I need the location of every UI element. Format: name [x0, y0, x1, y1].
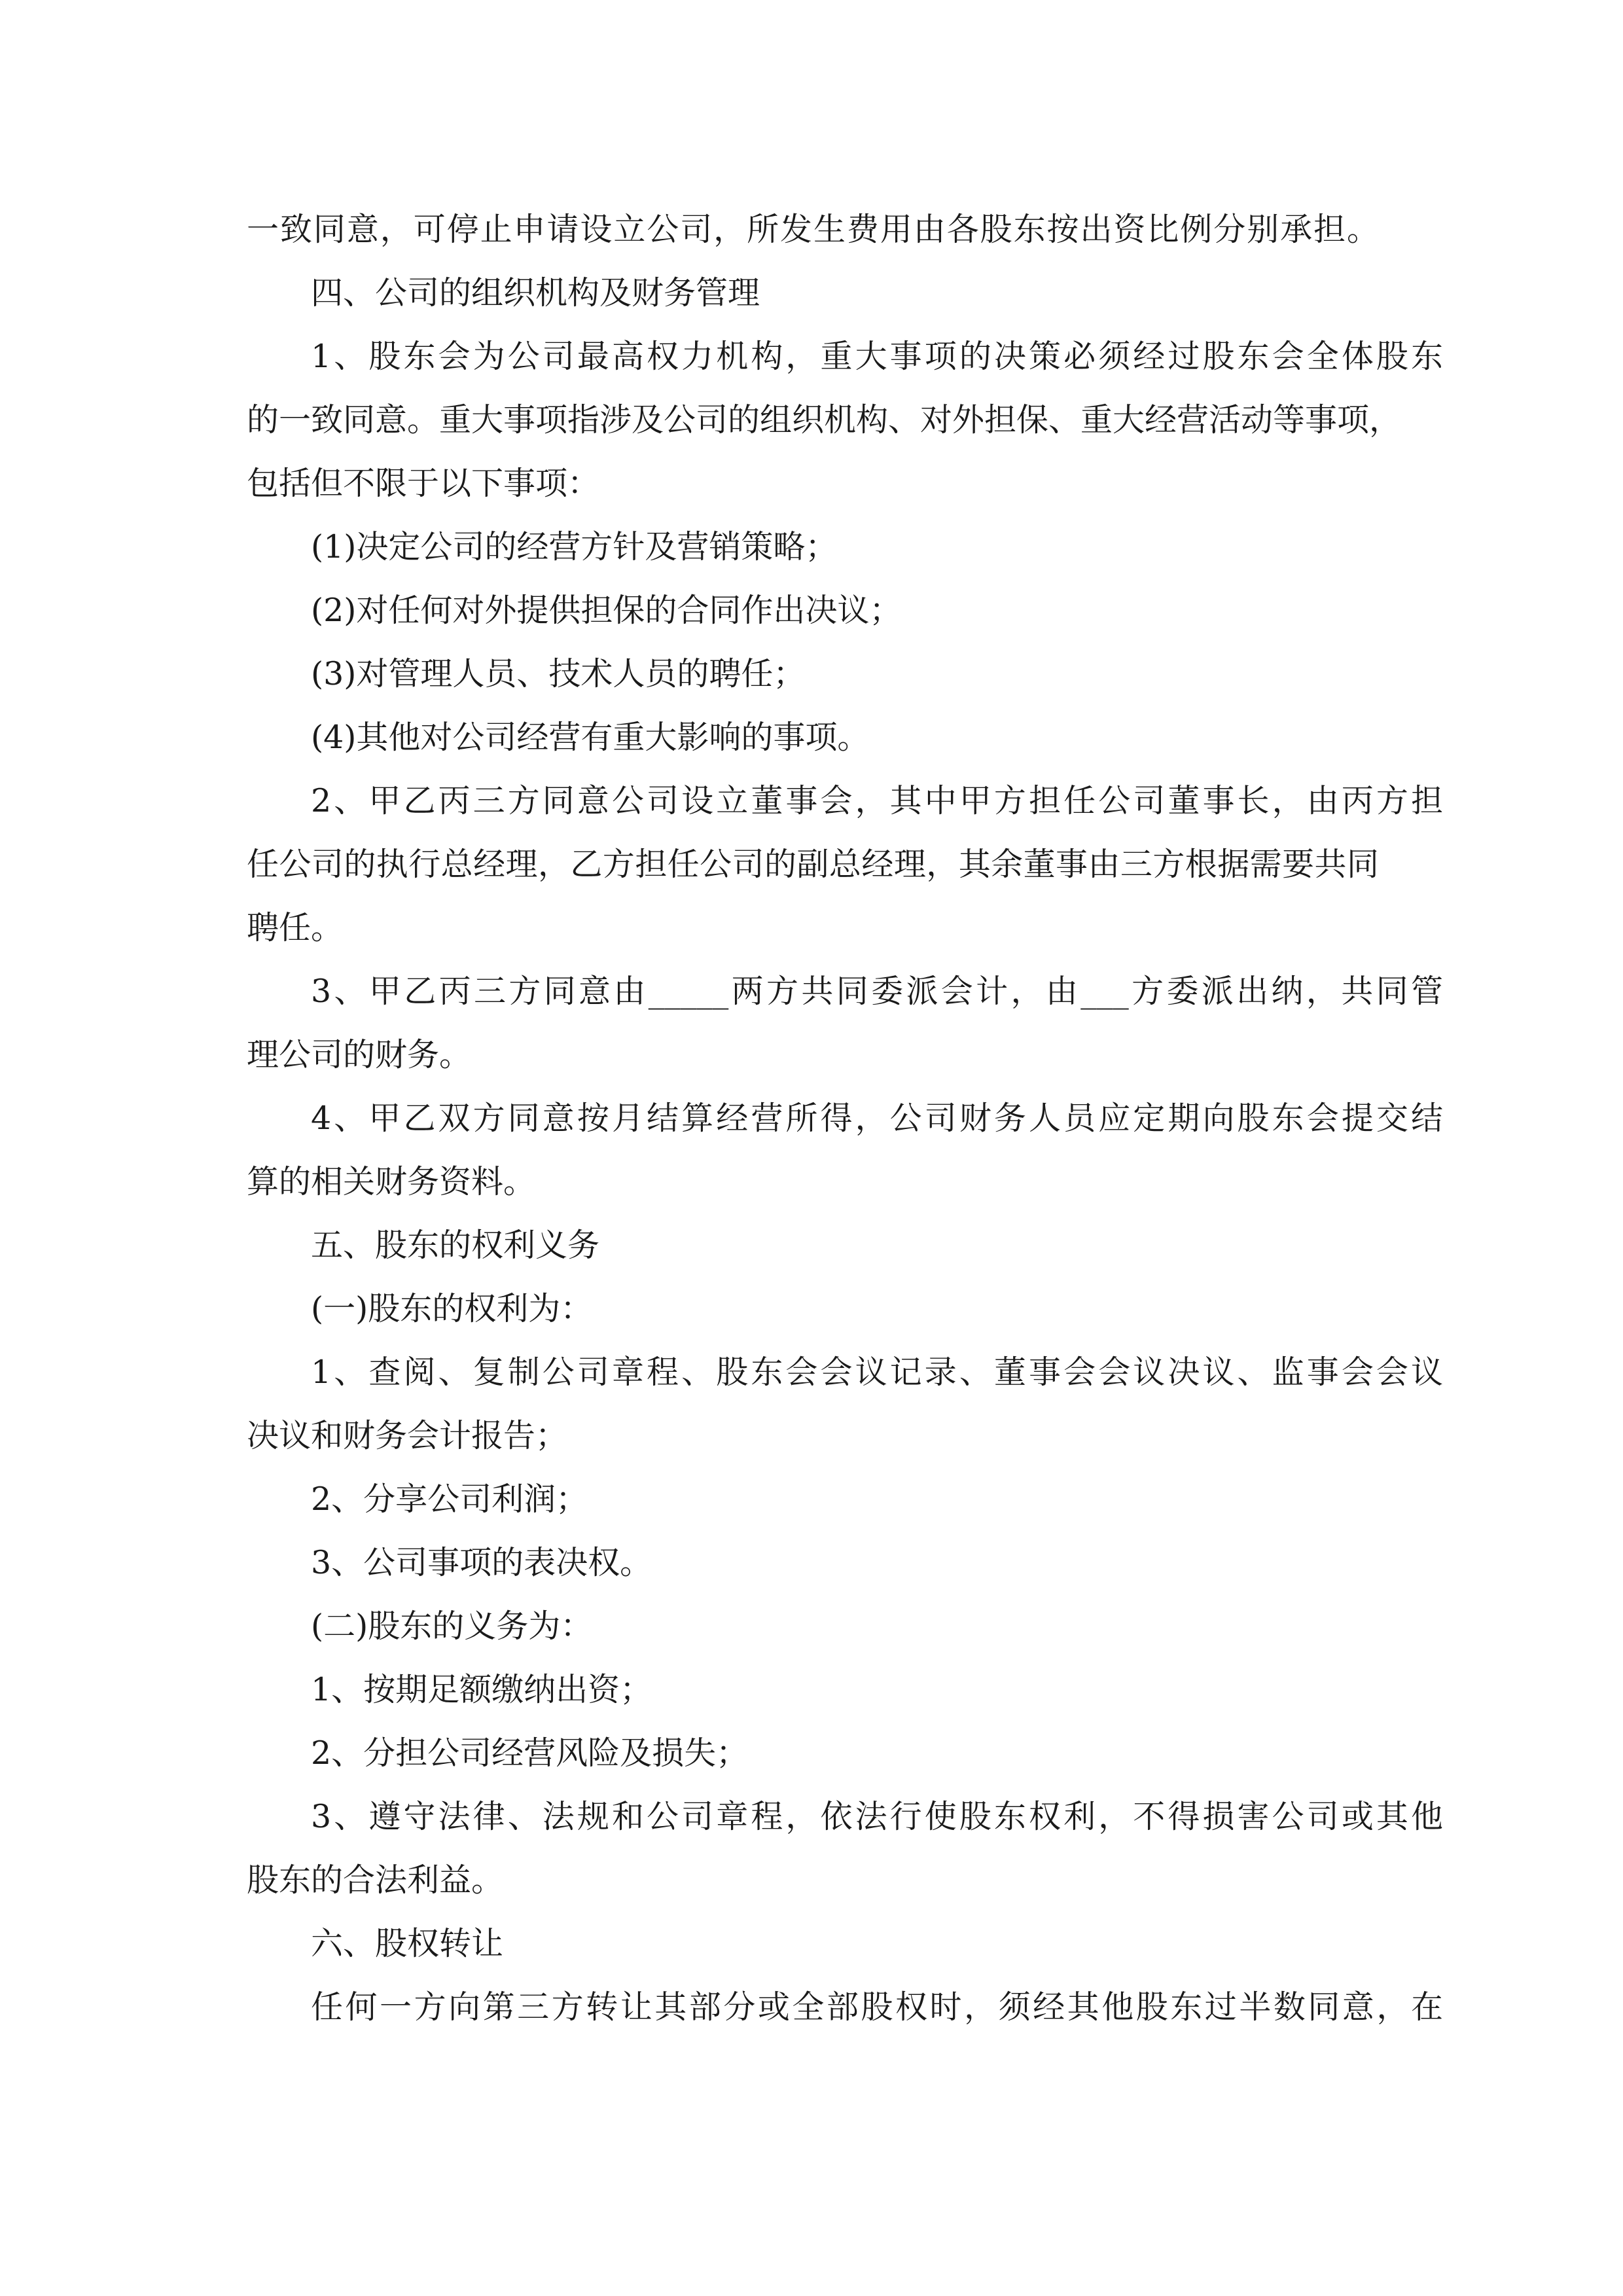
- text-line: 4、甲乙双方同意按月结算经营所得，公司财务人员应定期向股东会提交结: [311, 1100, 1443, 1137]
- text-line: 任公司的执行总经理，乙方担任公司的副总经理，其余董事由三方根据需要共同: [247, 846, 1379, 883]
- text-line: 3、甲乙丙三方同意由_____两方共同委派会计，由___方委派出纳，共同管: [311, 973, 1443, 1010]
- text-line: 的一致同意。重大事项指涉及公司的组织机构、对外担保、重大经营活动等事项，: [247, 401, 1402, 439]
- text-line: 决议和财务会计报告；: [247, 1417, 568, 1454]
- list-item: 3、遵守法律、法规和公司章程，依法行使股东权利，不得损害公司或其他: [311, 1798, 1443, 1835]
- text-line: 算的相关财务资料。: [247, 1163, 536, 1200]
- subsection-heading: (一)股东的权利为：: [311, 1290, 593, 1327]
- text-line: 一致同意，可停止申请设立公司，所发生费用由各股东按出资比例分别承担。: [247, 211, 1379, 248]
- section-heading: 六、股权转让: [311, 1925, 504, 1962]
- subsection-heading: (二)股东的义务为：: [311, 1607, 593, 1645]
- text-line: 理公司的财务。: [247, 1036, 472, 1073]
- list-item: (4)其他对公司经营有重大影响的事项。: [311, 719, 870, 756]
- list-item: 1、按期足额缴纳出资；: [311, 1671, 652, 1708]
- text-line: 包括但不限于以下事项：: [247, 465, 600, 502]
- list-item: 2、分享公司利润；: [311, 1480, 588, 1518]
- list-item: 2、分担公司经营风险及损失；: [311, 1734, 749, 1772]
- section-heading: 四、公司的组织机构及财务管理: [311, 274, 760, 312]
- list-item: 1、查阅、复制公司章程、股东会会议记录、董事会会议决议、监事会会议: [311, 1354, 1443, 1391]
- text-line: 任何一方向第三方转让其部分或全部股权时，须经其他股东过半数同意，在: [311, 1988, 1443, 2026]
- text-line: 聘任。: [247, 909, 344, 946]
- text-line: 股东的合法利益。: [247, 1861, 504, 1899]
- text-line: 2、甲乙丙三方同意公司设立董事会，其中甲方担任公司董事长，由丙方担: [311, 782, 1443, 819]
- section-heading: 五、股东的权利义务: [311, 1227, 600, 1264]
- list-item: (2)对任何对外提供担保的合同作出决议；: [311, 592, 902, 629]
- list-item: (3)对管理人员、技术人员的聘任；: [311, 655, 806, 692]
- list-item: (1)决定公司的经营方针及营销策略；: [311, 528, 838, 565]
- text-line: 1、股东会为公司最高权力机构，重大事项的决策必须经过股东会全体股东: [311, 338, 1443, 375]
- list-item: 3、公司事项的表决权。: [311, 1544, 652, 1581]
